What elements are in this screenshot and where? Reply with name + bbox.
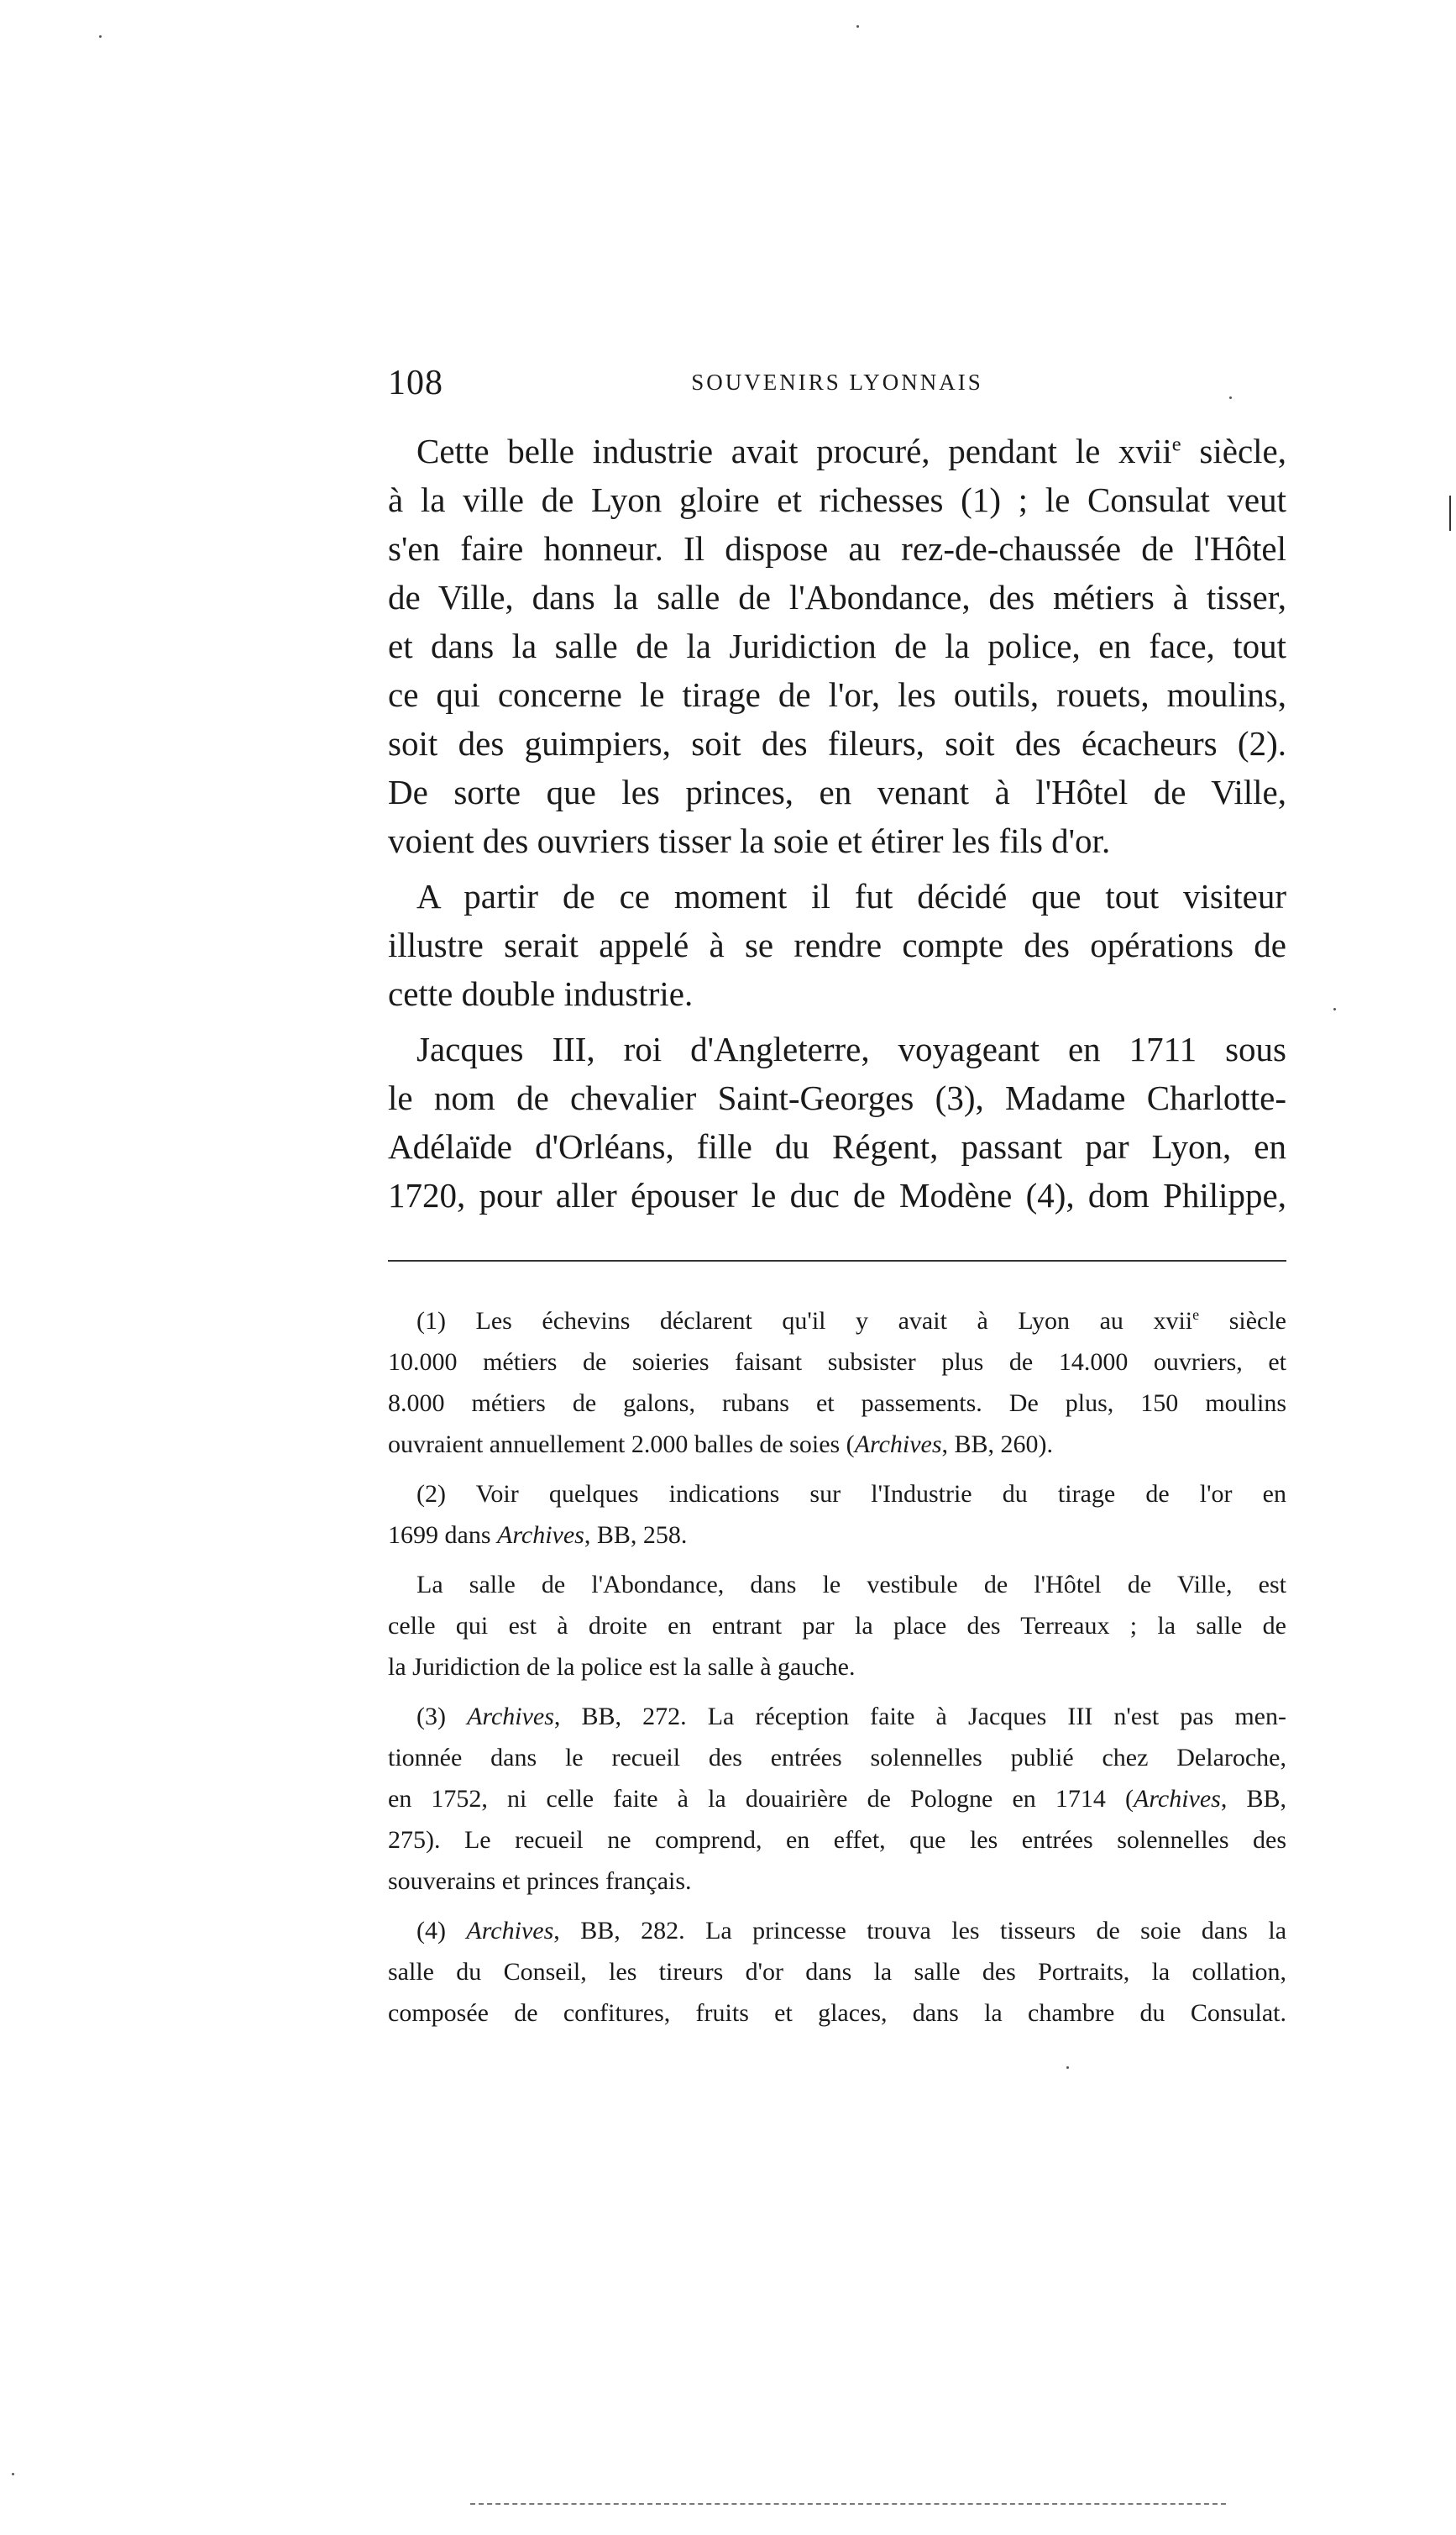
- footnote-line: ouvraient annuellement 2.000 balles de soies (Archives, BB, 260).: [388, 1430, 1054, 1458]
- text-line: soit des guimpiers, soit des fileurs, soit des écacheurs (2).: [388, 724, 1286, 763]
- footnote-2-continued: [388, 1564, 1286, 1687]
- page-header: [388, 363, 1286, 413]
- paper-speck: [856, 25, 859, 28]
- running-title: SOUVENIRS LYONNAIS: [691, 370, 983, 395]
- paper-speck: [99, 35, 102, 38]
- footnote-line: (2) Voir quelques indications sur l'Industrie du tirage de l'or en: [416, 1480, 1286, 1508]
- margin-mark: [1449, 496, 1451, 531]
- text-line: A partir de ce moment il fut décidé que tout visiteur: [416, 877, 1286, 916]
- page-number: 108: [388, 364, 443, 402]
- text-line: cette double industrie.: [388, 974, 694, 1013]
- text-line: De sorte que les princes, en venant à l'Hôtel de Ville,: [388, 773, 1286, 811]
- text-line: Cette belle industrie avait procuré, pendant le xvii$^e$ siècle,: [416, 432, 1286, 470]
- text-line: voient des ouvriers tisser la soie et étirer les fils d'or.: [388, 821, 1111, 860]
- text-line: à la ville de Lyon gloire et richesses (1) ; le Consulat veut: [388, 480, 1286, 519]
- text-line: Adélaïde d'Orléans, fille du Régent, passant par Lyon, en: [388, 1127, 1286, 1166]
- bottom-edge-marks: [470, 2503, 1226, 2505]
- footnote-line: (4) Archives, BB, 282. La princesse trouva les tisseurs de soie dans la: [416, 1917, 1287, 1945]
- text-line: ce qui concerne le tirage de l'or, les outils, rouets, moulins,: [388, 675, 1286, 714]
- footnote-line: 275). Le recueil ne comprend, en effet, que les entrées solennelles des: [388, 1826, 1286, 1854]
- footnote-line: en 1752, ni celle faite à la douairière de Pologne en 1714 (Archives, BB,: [388, 1785, 1286, 1813]
- footnote-line: composée de confitures, fruits et glaces, dans la chambre du Consulat.: [388, 1999, 1286, 2027]
- text-line: Jacques III, roi d'Angleterre, voyageant en 1711 sous: [416, 1030, 1286, 1068]
- footnote-line: souverains et princes français.: [388, 1867, 692, 1895]
- main-text: [388, 427, 1286, 1220]
- footnote-line: (3) Archives, BB, 272. La réception faite à Jacques III n'est pas men-: [416, 1703, 1286, 1730]
- text-line: de Ville, dans la salle de l'Abondance, des métiers à tisser,: [388, 578, 1286, 617]
- text-line: 1720, pour aller épouser le duc de Modène (4), dom Philippe,: [388, 1176, 1286, 1215]
- footnotes: [388, 1300, 1286, 2034]
- footnote-separator: [388, 1260, 1286, 1262]
- text-line: s'en faire honneur. Il dispose au rez-de-chaussée de l'Hôtel: [388, 529, 1286, 568]
- footnote-line: celle qui est à droite en entrant par la place des Terreaux ; la salle de: [388, 1612, 1286, 1640]
- text-line: le nom de chevalier Saint-Georges (3), Madame Charlotte-: [388, 1079, 1286, 1117]
- footnote-line: 8.000 métiers de galons, rubans et passements. De plus, 150 moulins: [388, 1389, 1286, 1417]
- footnote-line: La salle de l'Abondance, dans le vestibule de l'Hôtel de Ville, est: [416, 1571, 1286, 1598]
- footnote-line: salle du Conseil, les tireurs d'or dans la salle des Portraits, la collation,: [388, 1958, 1286, 1986]
- paper-speck: [1066, 2066, 1069, 2069]
- footnote-2: [388, 1473, 1286, 1556]
- text-line: et dans la salle de la Juridiction de la police, en face, tout: [388, 627, 1286, 665]
- paper-speck: [1333, 1008, 1336, 1010]
- paper-speck: [12, 2473, 14, 2475]
- footnote-4: [388, 1910, 1286, 2034]
- footnote-3: [388, 1696, 1286, 1902]
- footnote-line: la Juridiction de la police est la salle à gauche.: [388, 1653, 856, 1681]
- footnote-line: (1) Les échevins déclarent qu'il y avait à Lyon au xvii$^e$ siècle: [416, 1306, 1286, 1335]
- paper-speck: [1229, 396, 1232, 399]
- footnote-line: 1699 dans Archives, BB, 258.: [388, 1521, 688, 1549]
- footnote-line: tionnée dans le recueil des entrées solennelles publié chez Delaroche,: [388, 1744, 1286, 1771]
- text-line: illustre serait appelé à se rendre compte des opérations de: [388, 926, 1286, 964]
- footnote-line: 10.000 métiers de soieries faisant subsister plus de 14.000 ouvriers, et: [388, 1348, 1286, 1376]
- footnote-1: [388, 1300, 1286, 1465]
